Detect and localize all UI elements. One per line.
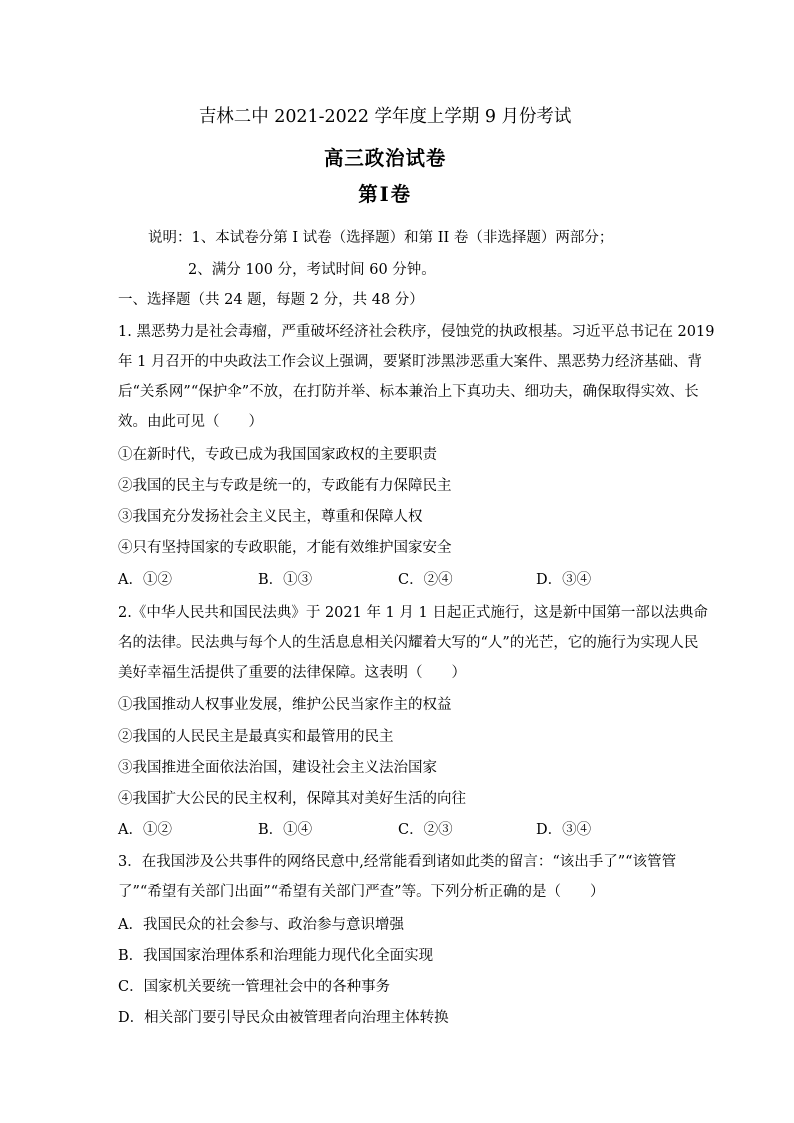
question-3-stem-line-1: 3．在我国涉及公共事件的网络民意中,经常能看到诸如此类的留言：“该出手了”“该管管 xyxy=(118,854,677,870)
question-2-stem-line-3: 美好幸福生活提供了重要的法律保障。这表明（ ） xyxy=(118,665,466,681)
question-2-option-c[interactable]: C．②③ xyxy=(398,822,453,838)
exam-subtitle: 高三政治试卷 xyxy=(323,146,447,170)
question-3-option-b[interactable]: B．我国国家治理体系和治理能力现代化全面实现 xyxy=(118,948,434,964)
question-1-statement-2: ②我国的民主与专政是统一的，专政能有力保障民主 xyxy=(118,478,452,494)
question-2-statement-3: ③我国推进全面依法治国，建设社会主义法治国家 xyxy=(118,760,437,776)
question-2-option-a[interactable]: A．①② xyxy=(118,822,172,838)
question-3-option-d[interactable]: D．相关部门要引导民众由被管理者向治理主体转换 xyxy=(118,1010,449,1026)
question-1-stem-line-3: 后“关系网”“保护伞”不放，在打防并举、标本兼治上下真功夫、细功夫，确保取得实效、长 xyxy=(118,384,699,400)
question-2-stem-line-1: 2.《中华人民共和国民法典》于 2021 年 1 月 1 日起正式施行，这是新中国第一部以法典命 xyxy=(118,605,708,621)
question-3-option-a[interactable]: A．我国民众的社会参与、政治参与意识增强 xyxy=(118,917,404,933)
question-1-stem-line-1: 1. 黑恶势力是社会毒瘤，严重破坏经济社会秩序，侵蚀党的执政根基。习近平总书记在 2019 xyxy=(118,324,715,340)
question-1-option-d[interactable]: D．③④ xyxy=(536,572,592,588)
question-1-statement-3: ③我国充分发扬社会主义民主，尊重和保障人权 xyxy=(118,509,423,525)
question-1-statement-4: ④只有坚持国家的专政职能，才能有效维护国家安全 xyxy=(118,540,452,556)
question-1-option-c[interactable]: C．②④ xyxy=(398,572,453,588)
question-1-statement-1: ①在新时代，专政已成为我国国家政权的主要职责 xyxy=(118,447,437,463)
section-heading: 一、选择题（共 24 题，每题 2 分，共 48 分） xyxy=(118,292,424,308)
exam-title: 吉林二中 2021-2022 学年度上学期 9 月份考试 xyxy=(198,106,572,127)
question-2-option-b[interactable]: B．①④ xyxy=(258,822,313,838)
question-2-statement-2: ②我国的人民民主是最真实和最管用的民主 xyxy=(118,729,394,745)
question-1-option-a[interactable]: A．①② xyxy=(118,572,172,588)
question-1-stem-line-4: 效。由此可见（ ） xyxy=(118,414,263,430)
question-3-stem-line-2: 了”“希望有关部门出面”“希望有关部门严查”等。下列分析正确的是（ ） xyxy=(118,884,605,900)
question-2-option-d[interactable]: D．③④ xyxy=(536,822,592,838)
question-3-option-c[interactable]: C．国家机关要统一管理社会中的各种事务 xyxy=(118,979,391,995)
instruction-line-2: 2、满分 100 分，考试时间 60 分钟。 xyxy=(188,262,436,278)
question-1-option-b[interactable]: B．①③ xyxy=(258,572,313,588)
question-2-statement-4: ④我国扩大公民的民主权利，保障其对美好生活的向往 xyxy=(118,791,466,807)
question-1-stem-line-2: 年 1 月召开的中央政法工作会议上强调，要紧盯涉黑涉恶重大案件、黑恶势力经济基础、背 xyxy=(118,354,702,370)
instruction-line-1: 说明：1、本试卷分第 I 试卷（选择题）和第 II 卷（非选择题）两部分； xyxy=(148,230,614,246)
question-2-statement-1: ①我国推动人权事业发展，维护公民当家作主的权益 xyxy=(118,697,452,713)
volume-label: 第Ⅰ卷 xyxy=(358,182,412,206)
question-2-stem-line-2: 名的法律。民法典与每个人的生活息息相关闪耀着大写的“人”的光芒，它的施行为实现人民 xyxy=(118,635,699,651)
